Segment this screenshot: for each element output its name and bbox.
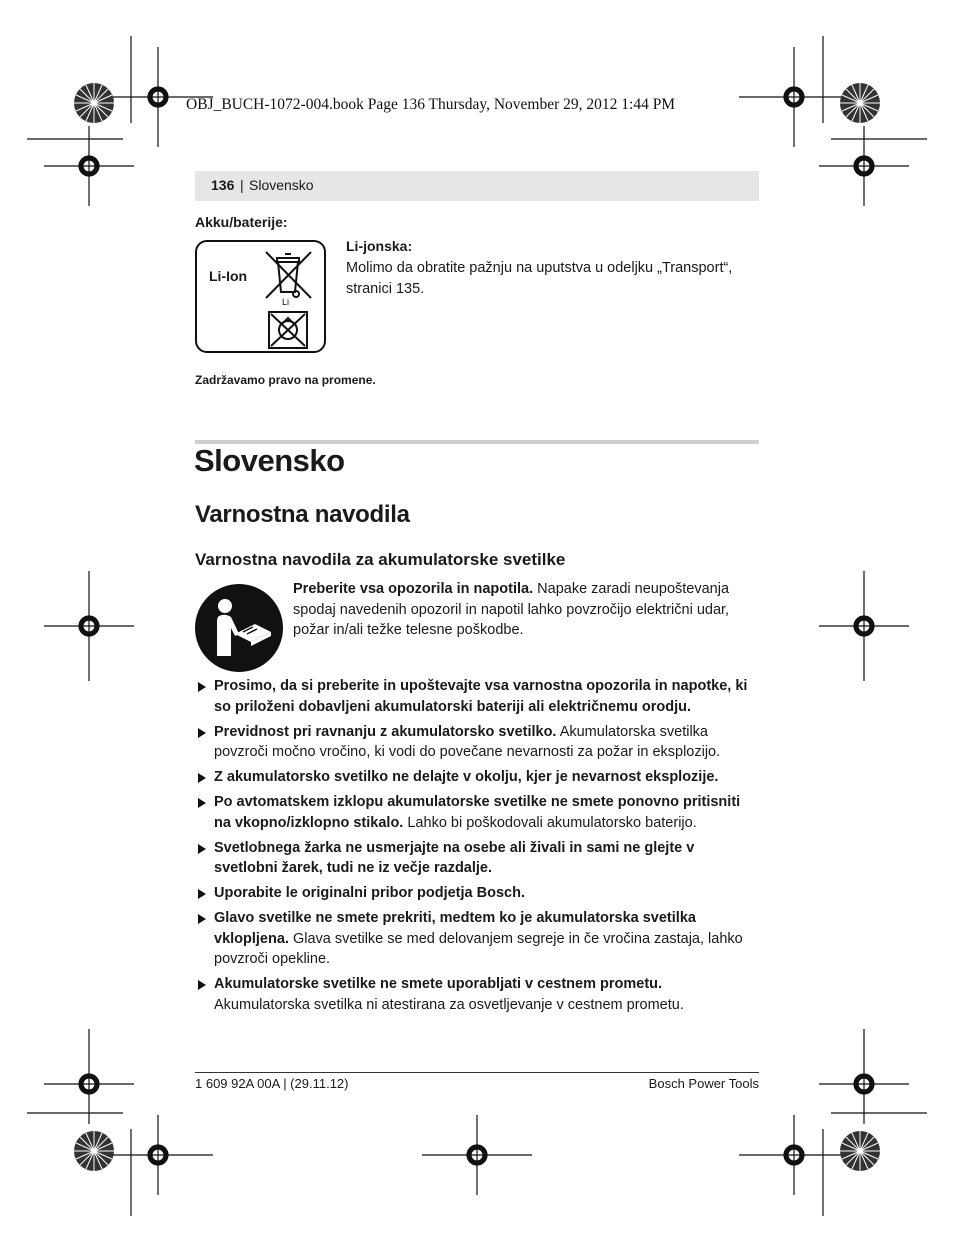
crossed-bin-icon <box>263 248 315 306</box>
li-small-label: Li <box>282 297 290 306</box>
bullet-triangle-icon <box>198 914 206 924</box>
page-header-bar <box>195 171 759 201</box>
intro-bold: Preberite vsa opozorila in napotila. <box>293 581 534 597</box>
subsection-title: Varnostna navodila <box>195 501 410 528</box>
list-item <box>197 974 759 1015</box>
header-language: Slovensko <box>249 177 314 193</box>
list-item <box>197 838 759 879</box>
bullet-bold: Uporabite le originalni pribor podjetja Bosch. <box>214 885 525 901</box>
li-ion-heading: Li-jonska: <box>346 238 413 254</box>
bullet-triangle-icon <box>198 798 206 808</box>
footer-rule <box>195 1072 759 1073</box>
intro-paragraph <box>293 579 759 641</box>
bullet-text: Glava svetilke se med delovanjem segreje in če vročina zastaja, lahko povzroči opekline. <box>214 930 743 967</box>
list-item <box>197 767 759 788</box>
print-header: OBJ_BUCH-1072-004.book Page 136 Thursday, November 29, 2012 1:44 PM <box>186 96 676 113</box>
bullet-text: Akumulatorska svetilka ni atestirana za osvetljevanje v cestnem prometu. <box>214 996 684 1013</box>
footer-doc-number: 1 609 92A 00A | (29.11.12) <box>195 1076 349 1091</box>
bullet-bold: Z akumulatorsko svetilko ne delajte v okolju, kjer je nevarnost eksplozije. <box>214 769 719 785</box>
safety-bullet-list <box>197 676 759 1020</box>
li-ion-label: Li-Ion <box>209 268 248 284</box>
bullet-bold: Akumulatorske svetilke ne smete uporabljati v cestnem prometu. <box>214 976 663 992</box>
list-item <box>197 722 759 763</box>
bullet-triangle-icon <box>198 682 206 692</box>
intro-text: Napake zaradi neupoštevanja spodaj navedenih opozoril in napotil lahko povzročijo električni udar, požar in/ali težke telesne poškodbe. <box>293 581 730 638</box>
battery-recycle-icon <box>267 310 309 350</box>
bullet-triangle-icon <box>198 773 206 783</box>
battery-title: Akku/baterije: <box>195 214 288 230</box>
bullet-bold: Po avtomatskem izklopu akumulatorske svetilke ne smete ponovno pritisniti na vkopno/izklopno stikalo. <box>214 794 741 831</box>
battery-disposal-box <box>195 240 326 353</box>
bullet-triangle-icon <box>198 980 206 990</box>
bullet-triangle-icon <box>198 844 206 854</box>
list-item <box>197 883 759 904</box>
list-item <box>197 908 759 970</box>
bullet-triangle-icon <box>198 889 206 899</box>
list-item <box>197 792 759 833</box>
reserve-note: Zadržavamo pravo na promene. <box>195 373 376 387</box>
section-title: Slovensko <box>194 443 345 478</box>
page-number: 136 <box>211 177 235 193</box>
bullet-text: Lahko bi poškodovali akumulatorsko baterijo. <box>403 814 697 831</box>
bullet-bold: Previdnost pri ravnanju z akumulatorsko svetilko. <box>214 723 557 740</box>
header-separator: | <box>240 177 244 193</box>
footer-brand: Bosch Power Tools <box>648 1076 759 1091</box>
bullet-text: Akumulatorska svetilka povzroči močno vročino, ki vodi do povečane nevarnosti za požar in eksplozijo. <box>214 723 721 760</box>
bullet-bold: Svetlobnega žarka ne usmerjajte na osebe ali živali in sami ne glejte v svetlobni žarek, tudi ne iz večje razdalje. <box>214 839 695 876</box>
li-ion-text: Molimo da obratite pažnju na uputstva u odeljku „Transport“, stranici 135. <box>346 260 733 297</box>
bullet-bold: Prosimo, da si preberite in upoštevajte vsa varnostna opozorila in napotke, ki so priloženi dobavljeni akumulatorski bateriji ali električnemu orodju. <box>214 678 748 715</box>
list-item <box>197 676 759 717</box>
bullet-bold: Glavo svetilke ne smete prekriti, medtem ko je akumulatorska svetilka vklopljena. <box>214 910 696 947</box>
read-manual-icon <box>195 584 283 672</box>
bullet-triangle-icon <box>198 728 206 738</box>
sub-subsection-title: Varnostna navodila za akumulatorske svetilke <box>195 550 566 569</box>
